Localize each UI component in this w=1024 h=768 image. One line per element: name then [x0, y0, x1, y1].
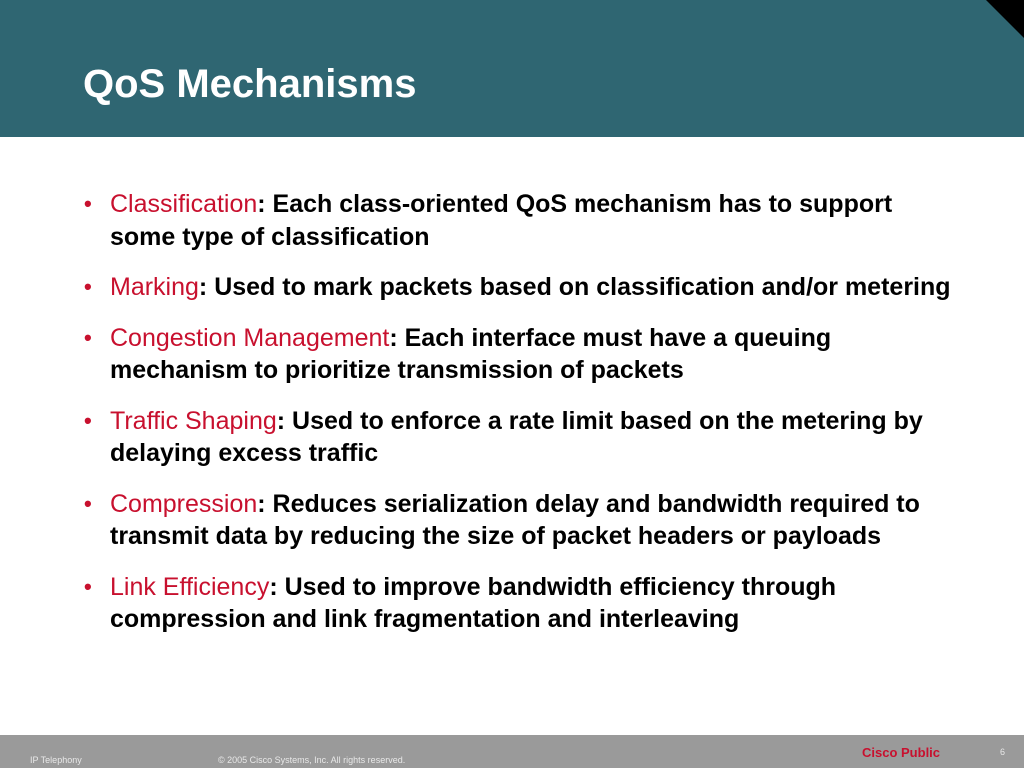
bullet-item-compression	[84, 488, 964, 553]
bullet-separator: :	[389, 323, 398, 352]
bullet-description: Each class-oriented QoS mechanism has to support some type of classification	[110, 190, 893, 251]
bullet-term: Link Efficiency	[110, 572, 270, 601]
bullet-separator: :	[276, 406, 286, 435]
bullet-description: Used to mark packets based on classification and/or metering	[207, 273, 951, 301]
title-bar	[0, 0, 1024, 137]
footer-classification-label: Cisco Public	[862, 745, 941, 760]
slide-title: QoS Mechanisms	[83, 62, 417, 106]
bullet-separator: :	[257, 489, 266, 518]
bullet-item-link-efficiency	[84, 571, 964, 636]
bullet-dot-icon: •	[84, 324, 92, 350]
bullet-term: Congestion Management	[110, 323, 390, 352]
bullet-description: Reduces serialization delay and bandwidth required to transmit data by reducing the size of packet headers or payloads	[110, 489, 920, 550]
bullet-item-marking	[84, 271, 964, 304]
bullet-dot-icon: •	[84, 573, 92, 599]
bullet-dot-icon: •	[84, 407, 92, 433]
bullet-dot-icon: •	[84, 191, 92, 216]
bullet-item-congestion-management	[84, 322, 964, 387]
bullet-separator: :	[257, 190, 266, 218]
bullet-term: Marking	[110, 273, 199, 301]
footer-copyright: © 2005 Cisco Systems, Inc. All rights reserved.	[218, 755, 406, 765]
bullet-description: Used to improve bandwidth efficiency through compression and link fragmentation and interleaving	[110, 572, 837, 633]
bullet-term: Compression	[110, 489, 258, 518]
bullet-item-traffic-shaping	[84, 405, 964, 470]
corner-fold-decoration	[986, 0, 1024, 38]
bullet-description: Each interface must have a queuing mechanism to prioritize transmission of packets	[110, 323, 832, 384]
bullet-dot-icon: •	[84, 274, 92, 299]
bullet-description: Used to enforce a rate limit based on the metering by delaying excess traffic	[110, 406, 923, 467]
bullet-separator: :	[269, 572, 278, 601]
footer-course-name: IP Telephony	[30, 755, 82, 765]
bullet-separator: :	[198, 273, 208, 301]
bullet-term: Classification	[110, 190, 258, 218]
bullet-list	[84, 188, 964, 654]
bullet-dot-icon: •	[84, 490, 92, 516]
footer-bar	[0, 735, 1024, 768]
bullet-term: Traffic Shaping	[110, 406, 277, 435]
bullet-item-classification	[84, 188, 964, 253]
footer-page-number: 6	[1000, 747, 1006, 757]
